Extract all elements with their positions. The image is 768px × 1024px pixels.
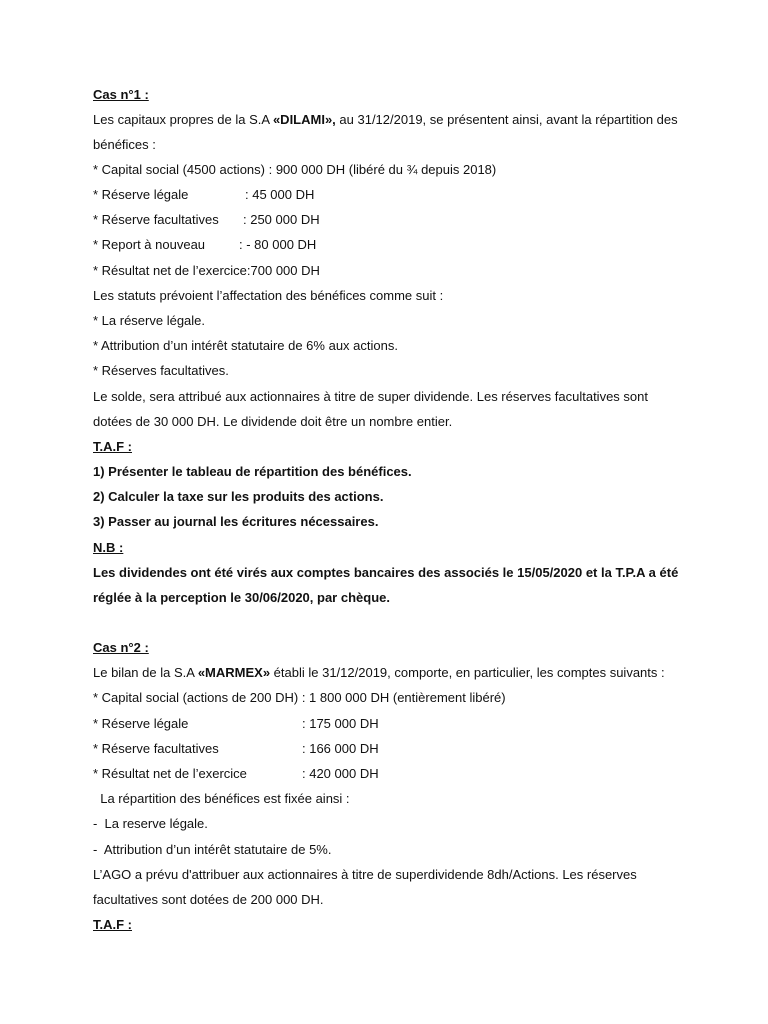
case1-intro-b: au 31/12/2019, se présentent ainsi, avant la répartition des bbox=[335, 112, 678, 127]
case1-nb-a: Les dividendes ont été virés aux comptes bancaires des associés le 15/05/2020 et la T.P.A a été bbox=[93, 565, 679, 580]
case1-solde-a: Le solde, sera attribué aux actionnaires à titre de super dividende. Les réserves facultatives sont bbox=[93, 389, 648, 404]
case1-capital: * Capital social (4500 actions) : 900 000 DH (libéré du ¾ depuis 2018) bbox=[93, 162, 497, 177]
item-label: * Réserve légale bbox=[93, 716, 189, 731]
case1-taf-item: 2) Calculer la taxe sur les produits des actions. bbox=[93, 489, 384, 504]
item-value: : 420 000 DH bbox=[302, 766, 379, 781]
case1-taf-item: 3) Passer au journal les écritures nécessaires. bbox=[93, 514, 379, 529]
case1-result: * Résultat net de l’exercice:700 000 DH bbox=[93, 263, 320, 278]
case1-item-reserve-facultatives bbox=[93, 212, 493, 228]
case2-intro-b: établi le 31/12/2019, comporte, en particulier, les comptes suivants : bbox=[270, 665, 665, 680]
item-label: * Réserve facultatives bbox=[93, 741, 219, 756]
item-label: * Réserve facultatives bbox=[93, 212, 219, 227]
case1-intro-a: Les capitaux propres de la S.A bbox=[93, 112, 273, 127]
case1-rule: * Réserves facultatives. bbox=[93, 363, 229, 378]
case1-title: Cas n°1 : bbox=[93, 87, 149, 102]
case2-title: Cas n°2 : bbox=[93, 640, 149, 655]
case2-capital: * Capital social (actions de 200 DH) : 1 800 000 DH (entièrement libéré) bbox=[93, 690, 506, 705]
case1-item-report-a-nouveau bbox=[93, 237, 493, 253]
case1-intro-c: bénéfices : bbox=[93, 137, 156, 152]
case1-taf-title: T.A.F : bbox=[93, 439, 132, 454]
case1-solde-b: dotées de 30 000 DH. Le dividende doit être un nombre entier. bbox=[93, 414, 453, 429]
case1-nb-b: réglée à la perception le 30/06/2020, par chèque. bbox=[93, 590, 390, 605]
case2-repartition: La répartition des bénéfices est fixée ainsi : bbox=[93, 791, 350, 806]
case1-company: «DILAMI», bbox=[272, 112, 336, 127]
case1-intro bbox=[93, 112, 678, 128]
case2-item-resultat-net bbox=[93, 766, 493, 782]
item-label: * Résultat net de l’exercice bbox=[93, 766, 247, 781]
item-label: * Réserve légale bbox=[93, 187, 189, 202]
case2-intro bbox=[93, 665, 665, 681]
case1-taf-item: 1) Présenter le tableau de répartition des bénéfices. bbox=[93, 464, 412, 479]
case2-rule: - La reserve légale. bbox=[93, 816, 208, 831]
case2-ago-a: L’AGO a prévu d'attribuer aux actionnaires à titre de superdividende 8dh/Actions. Les réserves bbox=[93, 867, 637, 882]
case2-rule: - Attribution d’un intérêt statutaire de 5%. bbox=[93, 842, 332, 857]
item-value: : 45 000 DH bbox=[245, 187, 315, 202]
case1-rule: * La réserve légale. bbox=[93, 313, 206, 328]
item-value: : 166 000 DH bbox=[302, 741, 379, 756]
case1-rule: * Attribution d’un intérêt statutaire de 6% aux actions. bbox=[93, 338, 398, 353]
case2-item-reserve-facultatives bbox=[93, 741, 493, 757]
case2-company: «MARMEX» bbox=[197, 665, 271, 680]
case1-statuts: Les statuts prévoient l’affectation des bénéfices comme suit : bbox=[93, 288, 444, 303]
case2-taf-title: T.A.F : bbox=[93, 917, 132, 932]
case1-nb-title: N.B : bbox=[93, 540, 124, 555]
case2-intro-a: Le bilan de la S.A bbox=[93, 665, 198, 680]
item-value: : 175 000 DH bbox=[302, 716, 379, 731]
item-label: * Report à nouveau bbox=[93, 237, 206, 252]
case2-item-reserve-legale bbox=[93, 716, 493, 732]
case2-ago-b: facultatives sont dotées de 200 000 DH. bbox=[93, 892, 324, 907]
case1-item-reserve-legale bbox=[93, 187, 493, 203]
item-value: : - 80 000 DH bbox=[239, 237, 317, 252]
item-value: : 250 000 DH bbox=[243, 212, 320, 227]
